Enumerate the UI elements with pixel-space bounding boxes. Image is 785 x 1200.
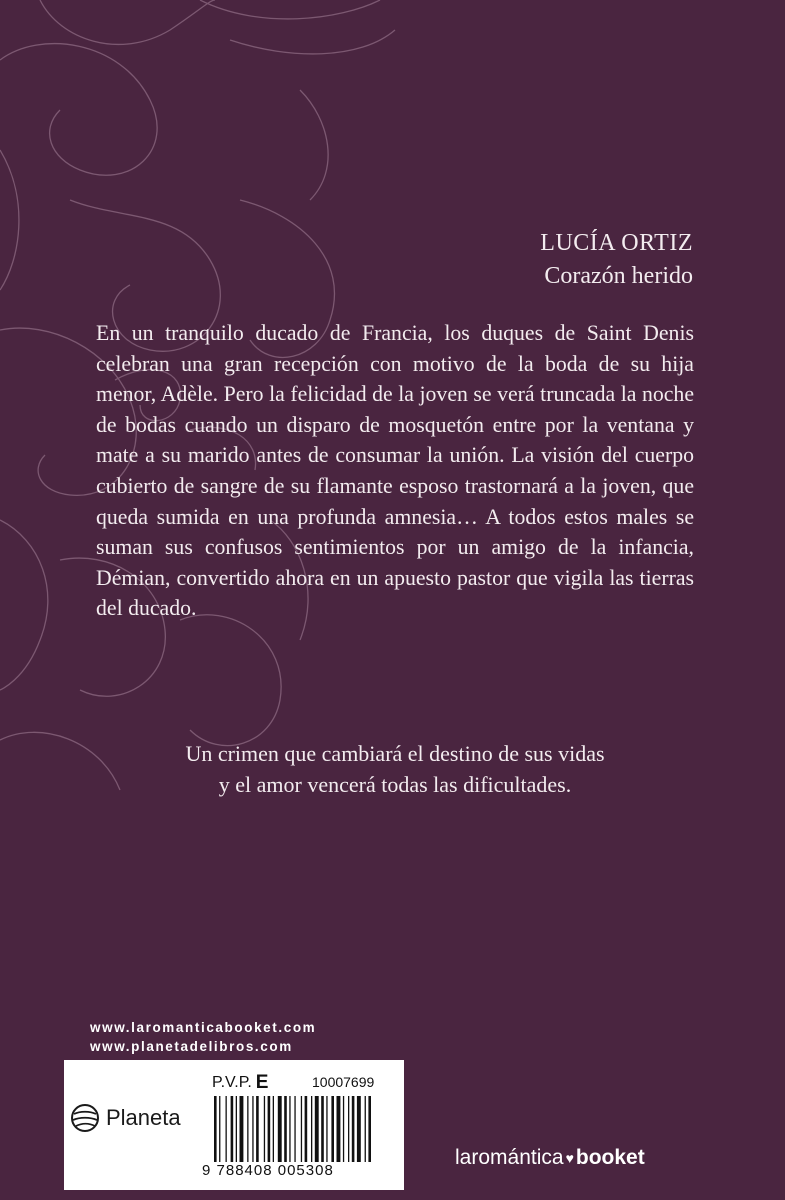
barcode-bar (219, 1096, 220, 1162)
synopsis: En un tranquilo ducado de Francia, los duques de Saint Denis celebran una gran recepción con motivo de la boda de su hija menor, Adèle. Pero la felicidad de la joven se verá truncada la noche de bodas cuando un disparo de mosquetón entre por la ventana y mate a su marido antes de consumar la unión. La visión del cuerpo cubierto de sangre de su flamante esposo trastornará a la joven, que queda sumida en una profunda amnesia… A todos estos males se suman sus confusos sentimientos por un amigo de la infancia, Démian, convertido ahora en un apuesto pastor que vigila las tierras del ducado. (96, 321, 694, 621)
author-name: LUCÍA ORTIZ (540, 230, 693, 256)
barcode-bar (348, 1096, 349, 1162)
barcode-bar (256, 1096, 259, 1162)
imprint-logo (455, 1146, 645, 1170)
price-code: E (255, 1072, 269, 1093)
tagline-line-2: y el amor vencerá todas las dificultades. (218, 772, 572, 797)
imprint-name-part2: booket (575, 1146, 645, 1169)
barcode-bar (247, 1096, 248, 1162)
barcode-bar (273, 1096, 274, 1162)
barcode-bar (337, 1096, 341, 1162)
barcode-bar (301, 1096, 302, 1162)
barcode-bar (236, 1096, 237, 1162)
tagline (96, 738, 694, 800)
barcode-bar (365, 1096, 366, 1162)
barcode-bar (294, 1096, 295, 1162)
barcode-bar (331, 1096, 334, 1162)
website-urls (90, 1018, 316, 1056)
publisher-logo (70, 1103, 181, 1133)
globe-icon (70, 1103, 100, 1133)
tagline-line-1: Un crimen que cambiará el destino de sus vidas (185, 741, 605, 766)
heart-icon: ♥ (565, 1150, 574, 1166)
barcode-image (212, 1096, 394, 1162)
url-laromantica: www.laromanticabooket.com (90, 1020, 317, 1035)
imprint-name-part1: laromántica (455, 1146, 564, 1169)
book-title: Corazón herido (544, 263, 693, 289)
price-area (182, 1060, 404, 1190)
reference-code: 10007699 (312, 1074, 375, 1090)
barcode-bar (268, 1096, 271, 1162)
barcode-bar (240, 1096, 244, 1162)
barcode-bar (289, 1096, 290, 1162)
barcode-bar (264, 1096, 265, 1162)
barcode-bar (352, 1096, 355, 1162)
pvp-text: P.V.P. (212, 1074, 252, 1091)
barcode-bar (278, 1096, 282, 1162)
publisher-name: Planeta (106, 1105, 181, 1130)
barcode-bar (284, 1096, 287, 1162)
isbn-number: 9 788408 005308 (202, 1162, 334, 1179)
barcode-bar (252, 1096, 253, 1162)
barcode-bar (305, 1096, 308, 1162)
url-planetadelibros: www.planetadelibros.com (90, 1039, 293, 1054)
barcode-bar (368, 1096, 371, 1162)
barcode-bar (326, 1096, 327, 1162)
barcode-bar (226, 1096, 227, 1162)
barcode-bar (343, 1096, 344, 1162)
author-title-block (540, 228, 693, 294)
price-label (212, 1072, 268, 1094)
barcode-bar (321, 1096, 324, 1162)
barcode-bar (311, 1096, 312, 1162)
barcode-bar (315, 1096, 319, 1162)
barcode-bar (214, 1096, 217, 1162)
barcode-label (64, 1060, 404, 1190)
barcode-bar (357, 1096, 361, 1162)
barcode-bar (231, 1096, 234, 1162)
